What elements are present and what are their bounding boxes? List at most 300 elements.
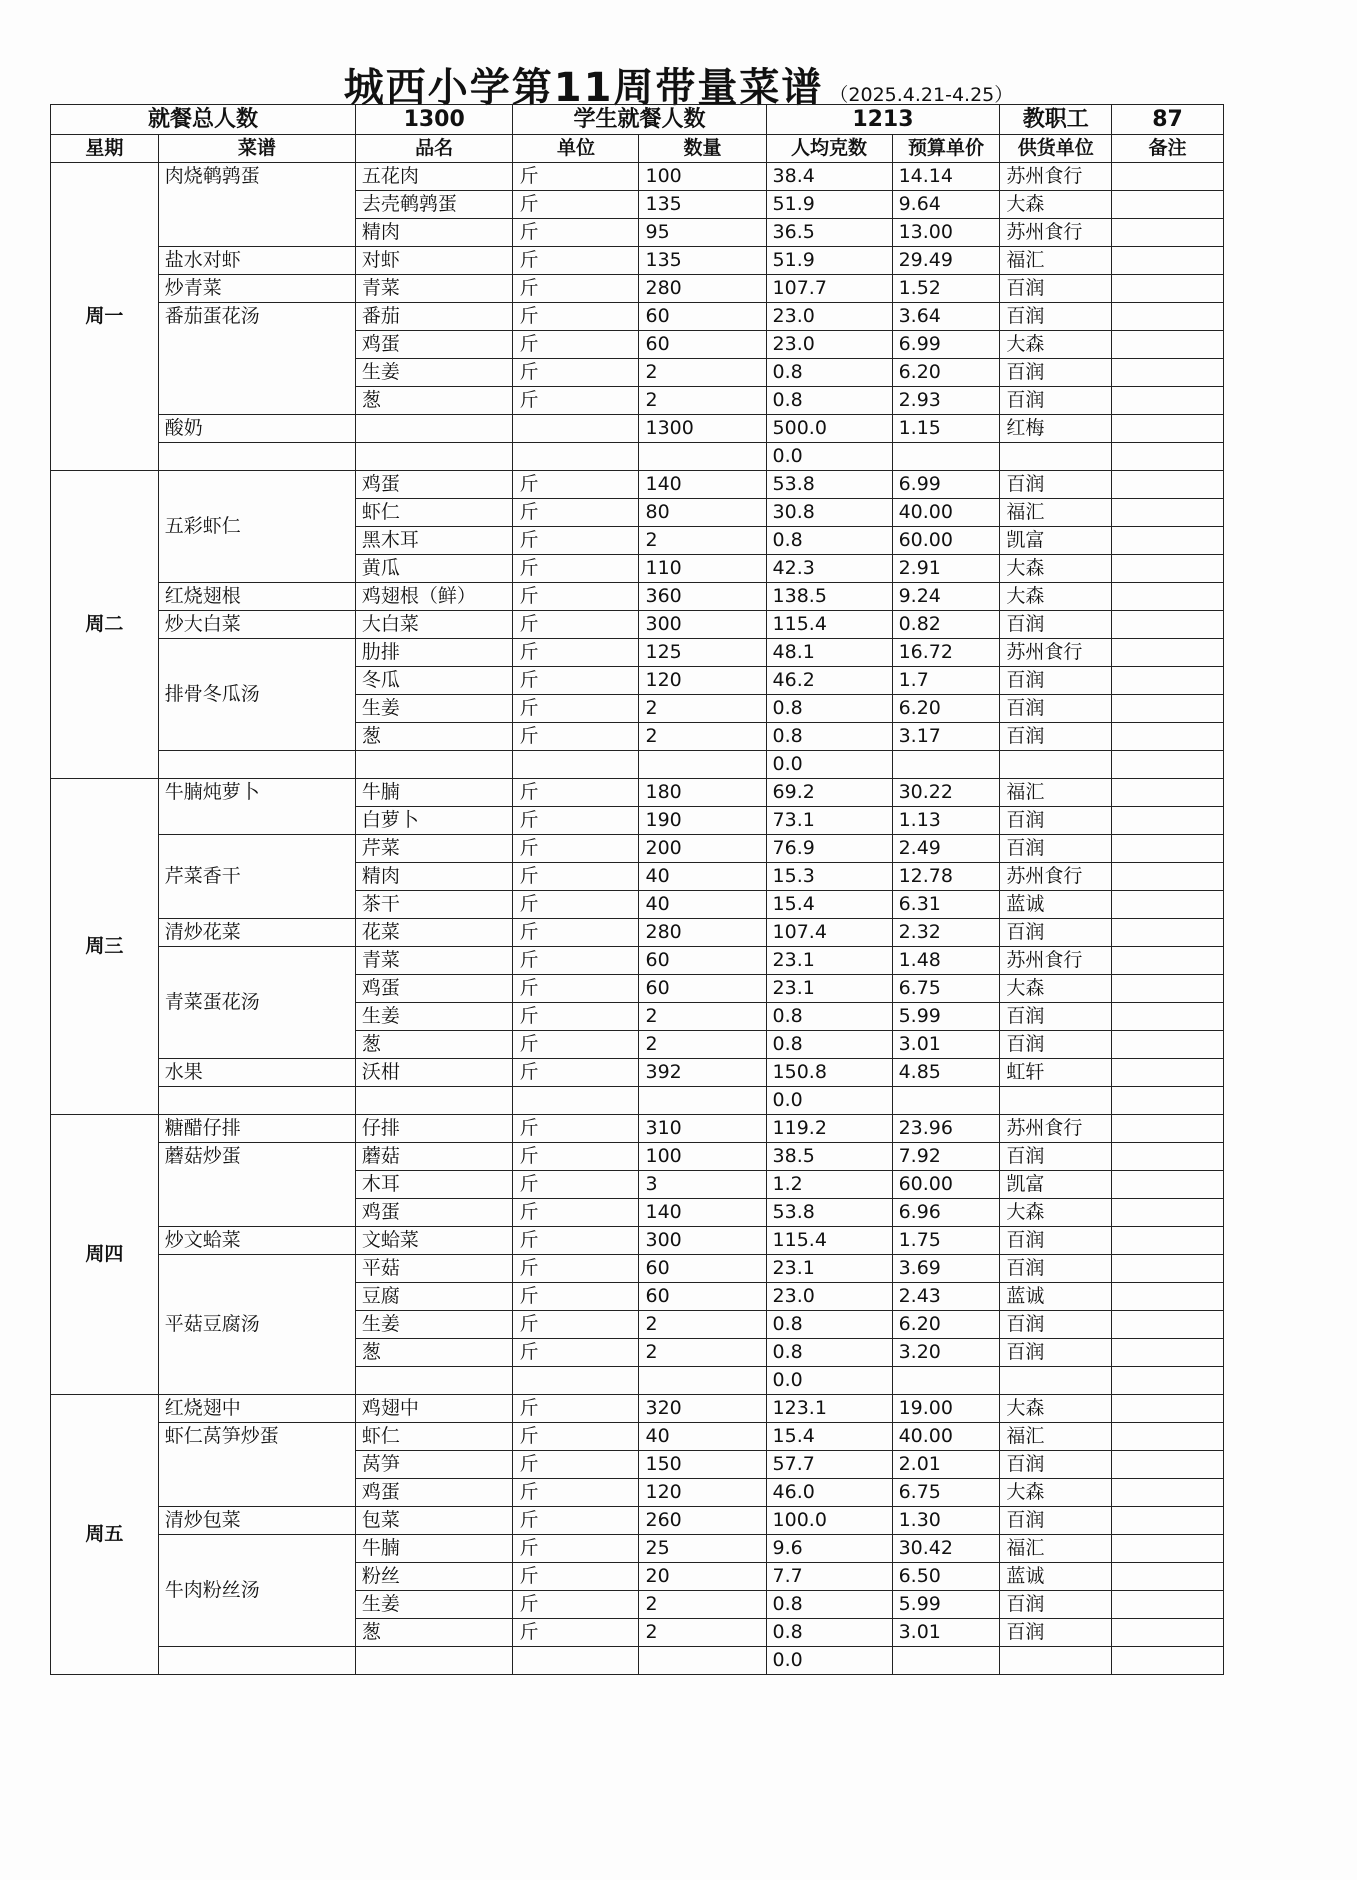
quantity: 2 <box>639 387 766 415</box>
dish-name: 炒大白菜 <box>158 611 355 639</box>
grams-per-person: 0.0 <box>766 1087 892 1115</box>
grams-per-person: 115.4 <box>766 1227 892 1255</box>
item-name: 鸡蛋 <box>355 1199 513 1227</box>
notes <box>1112 583 1224 611</box>
notes <box>1112 1339 1224 1367</box>
unit <box>513 415 639 443</box>
supplier: 红梅 <box>1000 415 1112 443</box>
grams-per-person: 0.8 <box>766 1031 892 1059</box>
budget-price: 60.00 <box>892 527 1000 555</box>
quantity: 110 <box>639 555 766 583</box>
unit: 斤 <box>513 471 639 499</box>
supplier: 百润 <box>1000 1227 1112 1255</box>
budget-price: 16.72 <box>892 639 1000 667</box>
dish-name: 红烧翅根 <box>158 583 355 611</box>
notes <box>1112 1423 1224 1451</box>
budget-price: 6.99 <box>892 471 1000 499</box>
student-diners-label: 学生就餐人数 <box>513 105 766 135</box>
dish-name: 糖醋仔排 <box>158 1115 355 1143</box>
notes <box>1112 863 1224 891</box>
staff-label: 教职工 <box>1000 105 1112 135</box>
budget-price <box>892 1367 1000 1395</box>
grams-per-person: 0.8 <box>766 695 892 723</box>
item-name: 蘑菇 <box>355 1143 513 1171</box>
quantity: 60 <box>639 975 766 1003</box>
budget-price: 3.69 <box>892 1255 1000 1283</box>
grams-per-person: 115.4 <box>766 611 892 639</box>
supplier: 百润 <box>1000 835 1112 863</box>
budget-price: 9.64 <box>892 191 1000 219</box>
supplier: 大森 <box>1000 1479 1112 1507</box>
item-name: 鸡蛋 <box>355 1479 513 1507</box>
item-name: 葱 <box>355 1619 513 1647</box>
item-name: 沃柑 <box>355 1059 513 1087</box>
quantity: 260 <box>639 1507 766 1535</box>
dish-name: 番茄蛋花汤 <box>158 303 355 415</box>
notes <box>1112 1535 1224 1563</box>
supplier: 苏州食行 <box>1000 863 1112 891</box>
quantity: 2 <box>639 1311 766 1339</box>
quantity: 2 <box>639 527 766 555</box>
supplier: 百润 <box>1000 1451 1112 1479</box>
quantity: 140 <box>639 471 766 499</box>
budget-price: 6.20 <box>892 1311 1000 1339</box>
grams-per-person: 0.0 <box>766 443 892 471</box>
dish-name <box>158 443 355 471</box>
grams-per-person: 76.9 <box>766 835 892 863</box>
quantity: 2 <box>639 723 766 751</box>
notes <box>1112 1143 1224 1171</box>
quantity: 2 <box>639 695 766 723</box>
budget-price: 2.93 <box>892 387 1000 415</box>
item-name: 包菜 <box>355 1507 513 1535</box>
supplier: 百润 <box>1000 303 1112 331</box>
notes <box>1112 1003 1224 1031</box>
budget-price: 0.82 <box>892 611 1000 639</box>
grams-per-person: 0.8 <box>766 1619 892 1647</box>
item-name: 精肉 <box>355 863 513 891</box>
supplier: 苏州食行 <box>1000 1115 1112 1143</box>
quantity: 280 <box>639 919 766 947</box>
table-row <box>51 1059 1224 1087</box>
quantity: 190 <box>639 807 766 835</box>
budget-price: 1.15 <box>892 415 1000 443</box>
grams-per-person: 53.8 <box>766 1199 892 1227</box>
supplier: 大森 <box>1000 583 1112 611</box>
item-name: 肋排 <box>355 639 513 667</box>
dish-name: 牛肉粉丝汤 <box>158 1535 355 1647</box>
quantity: 320 <box>639 1395 766 1423</box>
dish-name: 炒文蛤菜 <box>158 1227 355 1255</box>
notes <box>1112 975 1224 1003</box>
notes <box>1112 919 1224 947</box>
item-name: 对虾 <box>355 247 513 275</box>
budget-price: 1.75 <box>892 1227 1000 1255</box>
supplier: 蓝诚 <box>1000 1563 1112 1591</box>
table-row <box>51 919 1224 947</box>
table-row <box>51 779 1224 807</box>
day-label: 周三 <box>51 779 159 1115</box>
grams-per-person: 42.3 <box>766 555 892 583</box>
unit: 斤 <box>513 1563 639 1591</box>
grams-per-person: 30.8 <box>766 499 892 527</box>
notes <box>1112 443 1224 471</box>
budget-price <box>892 1647 1000 1675</box>
unit: 斤 <box>513 1199 639 1227</box>
supplier: 福汇 <box>1000 779 1112 807</box>
budget-price <box>892 751 1000 779</box>
grams-per-person: 69.2 <box>766 779 892 807</box>
notes <box>1112 415 1224 443</box>
notes <box>1112 1227 1224 1255</box>
item-name <box>355 1647 513 1675</box>
supplier: 百润 <box>1000 919 1112 947</box>
unit: 斤 <box>513 275 639 303</box>
item-name: 生姜 <box>355 1591 513 1619</box>
budget-price: 23.96 <box>892 1115 1000 1143</box>
grams-per-person: 53.8 <box>766 471 892 499</box>
item-name: 鸡蛋 <box>355 471 513 499</box>
unit: 斤 <box>513 1227 639 1255</box>
item-name: 牛腩 <box>355 779 513 807</box>
item-name: 生姜 <box>355 1003 513 1031</box>
quantity <box>639 1367 766 1395</box>
grams-per-person: 100.0 <box>766 1507 892 1535</box>
unit: 斤 <box>513 1283 639 1311</box>
budget-price: 40.00 <box>892 1423 1000 1451</box>
grams-per-person: 107.4 <box>766 919 892 947</box>
budget-price: 2.32 <box>892 919 1000 947</box>
supplier <box>1000 1647 1112 1675</box>
quantity: 80 <box>639 499 766 527</box>
notes <box>1112 499 1224 527</box>
quantity: 40 <box>639 1423 766 1451</box>
dish-name: 清炒包菜 <box>158 1507 355 1535</box>
header-supplier: 供货单位 <box>1000 135 1112 163</box>
unit: 斤 <box>513 1115 639 1143</box>
unit <box>513 1647 639 1675</box>
table-row <box>51 1423 1224 1451</box>
unit: 斤 <box>513 527 639 555</box>
budget-price: 2.49 <box>892 835 1000 863</box>
budget-price: 60.00 <box>892 1171 1000 1199</box>
grams-per-person: 23.0 <box>766 1283 892 1311</box>
quantity: 2 <box>639 1339 766 1367</box>
budget-price: 6.20 <box>892 359 1000 387</box>
date-range: （2025.4.21-4.25） <box>829 84 1014 106</box>
grams-per-person: 23.1 <box>766 975 892 1003</box>
dish-name <box>158 1647 355 1675</box>
notes <box>1112 387 1224 415</box>
grams-per-person: 15.4 <box>766 891 892 919</box>
unit: 斤 <box>513 863 639 891</box>
notes <box>1112 947 1224 975</box>
supplier: 福汇 <box>1000 1423 1112 1451</box>
unit <box>513 443 639 471</box>
budget-price: 30.22 <box>892 779 1000 807</box>
supplier: 福汇 <box>1000 1535 1112 1563</box>
quantity: 20 <box>639 1563 766 1591</box>
dish-name: 牛腩炖萝卜 <box>158 779 355 835</box>
budget-price: 6.20 <box>892 695 1000 723</box>
quantity: 95 <box>639 219 766 247</box>
unit: 斤 <box>513 695 639 723</box>
unit: 斤 <box>513 1507 639 1535</box>
quantity: 2 <box>639 1619 766 1647</box>
summary-row <box>51 105 1224 135</box>
budget-price: 3.17 <box>892 723 1000 751</box>
budget-price: 1.13 <box>892 807 1000 835</box>
quantity: 392 <box>639 1059 766 1087</box>
quantity: 3 <box>639 1171 766 1199</box>
menu-table <box>50 104 1224 1675</box>
quantity: 60 <box>639 303 766 331</box>
quantity: 135 <box>639 247 766 275</box>
dish-name: 炒青菜 <box>158 275 355 303</box>
item-name: 番茄 <box>355 303 513 331</box>
item-name: 葱 <box>355 387 513 415</box>
unit: 斤 <box>513 1059 639 1087</box>
supplier: 百润 <box>1000 611 1112 639</box>
header-grams-per-person: 人均克数 <box>766 135 892 163</box>
budget-price: 9.24 <box>892 583 1000 611</box>
unit: 斤 <box>513 1423 639 1451</box>
notes <box>1112 1311 1224 1339</box>
grams-per-person: 0.8 <box>766 1311 892 1339</box>
table-row <box>51 1227 1224 1255</box>
grams-per-person: 51.9 <box>766 247 892 275</box>
table-row <box>51 1507 1224 1535</box>
budget-price: 7.92 <box>892 1143 1000 1171</box>
notes <box>1112 247 1224 275</box>
budget-price: 6.31 <box>892 891 1000 919</box>
unit: 斤 <box>513 1255 639 1283</box>
table-row <box>51 583 1224 611</box>
unit: 斤 <box>513 247 639 275</box>
table-row <box>51 947 1224 975</box>
unit: 斤 <box>513 1339 639 1367</box>
notes <box>1112 1199 1224 1227</box>
budget-price: 1.52 <box>892 275 1000 303</box>
item-name: 仔排 <box>355 1115 513 1143</box>
item-name: 葱 <box>355 1339 513 1367</box>
notes <box>1112 1031 1224 1059</box>
notes <box>1112 835 1224 863</box>
budget-price <box>892 1087 1000 1115</box>
quantity: 60 <box>639 1283 766 1311</box>
table-row <box>51 163 1224 191</box>
unit: 斤 <box>513 303 639 331</box>
budget-price: 2.43 <box>892 1283 1000 1311</box>
supplier: 百润 <box>1000 1507 1112 1535</box>
day-label: 周五 <box>51 1395 159 1675</box>
budget-price: 6.96 <box>892 1199 1000 1227</box>
budget-price: 2.01 <box>892 1451 1000 1479</box>
grams-per-person: 0.0 <box>766 1367 892 1395</box>
item-name: 虾仁 <box>355 499 513 527</box>
item-name: 去壳鹌鹑蛋 <box>355 191 513 219</box>
supplier: 虹轩 <box>1000 1059 1112 1087</box>
grams-per-person: 123.1 <box>766 1395 892 1423</box>
notes <box>1112 555 1224 583</box>
grams-per-person: 15.3 <box>766 863 892 891</box>
page-title: 城西小学第11周带量菜谱 <box>343 65 824 111</box>
quantity <box>639 1647 766 1675</box>
table-row <box>51 1115 1224 1143</box>
table-row <box>51 471 1224 499</box>
notes <box>1112 1451 1224 1479</box>
grams-per-person: 0.8 <box>766 1003 892 1031</box>
quantity: 310 <box>639 1115 766 1143</box>
grams-per-person: 23.1 <box>766 1255 892 1283</box>
supplier: 百润 <box>1000 1031 1112 1059</box>
notes <box>1112 303 1224 331</box>
notes <box>1112 527 1224 555</box>
student-diners-value: 1213 <box>766 105 1000 135</box>
table-row <box>51 611 1224 639</box>
table-row <box>51 1395 1224 1423</box>
unit: 斤 <box>513 583 639 611</box>
budget-price: 14.14 <box>892 163 1000 191</box>
day-label: 周一 <box>51 163 159 471</box>
notes <box>1112 807 1224 835</box>
header-dish: 菜谱 <box>158 135 355 163</box>
item-name: 鸡翅根（鲜） <box>355 583 513 611</box>
header-item: 品名 <box>355 135 513 163</box>
quantity: 60 <box>639 331 766 359</box>
grams-per-person: 138.5 <box>766 583 892 611</box>
header-row <box>51 135 1224 163</box>
notes <box>1112 1367 1224 1395</box>
supplier: 百润 <box>1000 387 1112 415</box>
header-notes: 备注 <box>1112 135 1224 163</box>
quantity: 40 <box>639 891 766 919</box>
unit: 斤 <box>513 1591 639 1619</box>
supplier: 百润 <box>1000 359 1112 387</box>
dish-name: 酸奶 <box>158 415 355 443</box>
quantity: 100 <box>639 1143 766 1171</box>
quantity: 60 <box>639 947 766 975</box>
budget-price: 1.48 <box>892 947 1000 975</box>
unit: 斤 <box>513 1311 639 1339</box>
unit: 斤 <box>513 947 639 975</box>
unit: 斤 <box>513 891 639 919</box>
supplier: 大森 <box>1000 331 1112 359</box>
quantity: 120 <box>639 667 766 695</box>
item-name: 茶干 <box>355 891 513 919</box>
table-row <box>51 303 1224 331</box>
grams-per-person: 9.6 <box>766 1535 892 1563</box>
quantity: 2 <box>639 1031 766 1059</box>
quantity: 150 <box>639 1451 766 1479</box>
budget-price: 2.91 <box>892 555 1000 583</box>
item-name: 鸡翅中 <box>355 1395 513 1423</box>
supplier: 凯富 <box>1000 1171 1112 1199</box>
grams-per-person: 0.0 <box>766 1647 892 1675</box>
item-name: 黄瓜 <box>355 555 513 583</box>
notes <box>1112 1171 1224 1199</box>
unit: 斤 <box>513 835 639 863</box>
unit: 斤 <box>513 667 639 695</box>
item-name: 文蛤菜 <box>355 1227 513 1255</box>
quantity: 1300 <box>639 415 766 443</box>
notes <box>1112 191 1224 219</box>
supplier: 百润 <box>1000 1143 1112 1171</box>
unit: 斤 <box>513 1003 639 1031</box>
unit <box>513 751 639 779</box>
item-name: 鸡蛋 <box>355 331 513 359</box>
budget-price: 6.50 <box>892 1563 1000 1591</box>
dish-name: 虾仁莴笋炒蛋 <box>158 1423 355 1507</box>
table-row <box>51 275 1224 303</box>
notes <box>1112 1059 1224 1087</box>
notes <box>1112 1115 1224 1143</box>
budget-price <box>892 443 1000 471</box>
item-name: 葱 <box>355 1031 513 1059</box>
unit: 斤 <box>513 639 639 667</box>
quantity: 2 <box>639 1591 766 1619</box>
item-name: 葱 <box>355 723 513 751</box>
unit: 斤 <box>513 611 639 639</box>
item-name: 大白菜 <box>355 611 513 639</box>
supplier <box>1000 443 1112 471</box>
supplier: 蓝诚 <box>1000 891 1112 919</box>
supplier: 百润 <box>1000 695 1112 723</box>
unit <box>513 1087 639 1115</box>
unit <box>513 1367 639 1395</box>
item-name: 黑木耳 <box>355 527 513 555</box>
budget-price: 29.49 <box>892 247 1000 275</box>
notes <box>1112 1479 1224 1507</box>
budget-price: 12.78 <box>892 863 1000 891</box>
unit: 斤 <box>513 975 639 1003</box>
unit: 斤 <box>513 1143 639 1171</box>
unit: 斤 <box>513 919 639 947</box>
notes <box>1112 611 1224 639</box>
quantity: 140 <box>639 1199 766 1227</box>
dish-name: 五彩虾仁 <box>158 471 355 583</box>
notes <box>1112 1619 1224 1647</box>
table-row <box>51 1087 1224 1115</box>
supplier: 大森 <box>1000 1395 1112 1423</box>
dish-name: 红烧翅中 <box>158 1395 355 1423</box>
unit: 斤 <box>513 1031 639 1059</box>
unit: 斤 <box>513 1479 639 1507</box>
supplier: 大森 <box>1000 555 1112 583</box>
header-unit: 单位 <box>513 135 639 163</box>
quantity: 300 <box>639 1227 766 1255</box>
dish-name: 水果 <box>158 1059 355 1087</box>
item-name <box>355 415 513 443</box>
supplier: 福汇 <box>1000 247 1112 275</box>
grams-per-person: 0.8 <box>766 723 892 751</box>
notes <box>1112 779 1224 807</box>
grams-per-person: 0.8 <box>766 387 892 415</box>
budget-price: 5.99 <box>892 1591 1000 1619</box>
unit: 斤 <box>513 1619 639 1647</box>
quantity: 280 <box>639 275 766 303</box>
staff-value: 87 <box>1112 105 1224 135</box>
grams-per-person: 0.0 <box>766 751 892 779</box>
notes <box>1112 163 1224 191</box>
notes <box>1112 1087 1224 1115</box>
item-name: 生姜 <box>355 1311 513 1339</box>
total-diners-value: 1300 <box>355 105 513 135</box>
header-day: 星期 <box>51 135 159 163</box>
supplier: 百润 <box>1000 471 1112 499</box>
grams-per-person: 36.5 <box>766 219 892 247</box>
supplier: 大森 <box>1000 1199 1112 1227</box>
